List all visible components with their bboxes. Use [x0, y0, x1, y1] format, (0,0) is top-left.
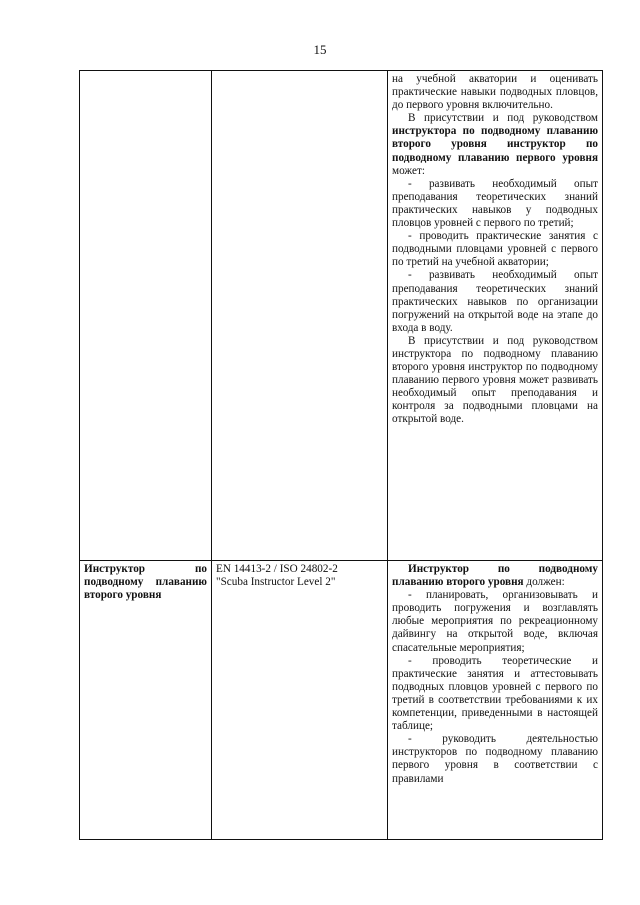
page-number: 15	[313, 42, 327, 57]
text-segment: - планировать, организовывать и проводить погружения и возглавлять любые мероприятия по рекреационному дайвингу на открытой воде, включая спасательные мероприятия;	[392, 589, 598, 654]
text-segment: В присутствии и под руководством инструктора по подводному плаванию второго уровня инструктор по подводному плаванию первого уровня может развивать необходимый опыт преподавания и контроля за подводными пловцами на открытой воде.	[392, 334, 598, 426]
paragraph	[392, 73, 598, 112]
text-segment: на учебной акватории и оценивать практические навыки подводных пловцов, до первого уровня включительно.	[392, 73, 598, 112]
standard-cell	[212, 71, 388, 561]
bold-text-segment: Инструктор по подводному плаванию второго уровня	[392, 563, 598, 589]
paragraph	[392, 563, 598, 589]
competency-table	[79, 70, 603, 840]
text-segment: - проводить теоретические и практические занятия и аттестовывать подводных пловцов уровней с первого по третий в соответствии требованиями к их компетенции, приведенными в настоящей таблице;	[392, 654, 598, 733]
competence-cell	[388, 71, 603, 561]
text-segment: должен:	[523, 576, 565, 589]
standard-title: "Scuba Instructor Level 2"	[216, 576, 336, 589]
bold-text-segment: инструктора по подводному плаванию второго уровня инструктор по подводному плаванию первого уровня	[392, 125, 598, 164]
paragraph	[392, 589, 598, 654]
standard-reference: EN 14413-2 / ISO 24802-2	[216, 563, 338, 575]
paragraph	[392, 112, 598, 177]
paragraph	[392, 733, 598, 785]
qualification-title-cell	[80, 71, 212, 561]
text-segment: - проводить практические занятия с подводными пловцами уровней с первого по третий на учебной акватории;	[392, 230, 598, 269]
standard-cell	[212, 561, 388, 840]
text-segment: может:	[392, 164, 425, 177]
text-segment: - руководить деятельностью инструкторов по подводному плаванию первого уровня в соответствии с правилами	[392, 733, 598, 785]
text-segment: - развивать необходимый опыт преподавания теоретических знаний практических навыков у подводных пловцов уровней с первого по третий;	[392, 177, 598, 230]
table-row	[80, 71, 603, 561]
qualification-title-cell	[80, 561, 212, 840]
paragraph	[392, 655, 598, 734]
competence-cell	[388, 561, 603, 840]
qualification-title: Инструктор по подводному плаванию второго уровня	[84, 563, 207, 602]
table-row	[80, 561, 603, 840]
text-segment: - развивать необходимый опыт преподавания теоретических знаний практических навыков по организации погружений на открытой воде на этапе до входа в воду.	[392, 269, 598, 334]
paragraph	[392, 178, 598, 230]
paragraph	[392, 230, 598, 269]
paragraph	[392, 269, 598, 334]
text-segment: В присутствии и под руководством	[408, 112, 598, 125]
paragraph	[392, 335, 598, 427]
